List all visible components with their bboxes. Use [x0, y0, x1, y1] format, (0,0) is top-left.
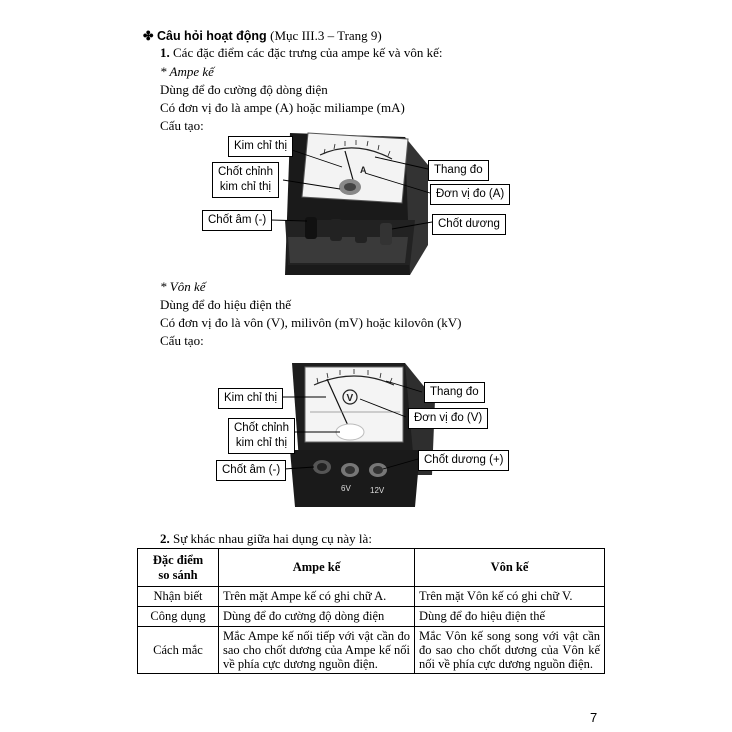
table-header-row: [138, 549, 605, 587]
voltmeter-callout-adjuster-line1: Chốt chỉnh: [234, 422, 289, 434]
header-ammeter: Ampe kế: [219, 549, 415, 587]
row-voltmeter-cell: Dùng để đo hiệu điện thế: [415, 607, 605, 627]
heading-reference: (Mục III.3 – Trang 9): [270, 28, 382, 43]
voltmeter-callout-adjuster-line2: kim chỉ thị: [235, 437, 288, 449]
question-2-number: 2.: [160, 531, 170, 546]
header-feature-line2: so sánh: [158, 567, 198, 582]
ammeter-callout-needle: Kim chỉ thị: [228, 136, 293, 157]
heading-bold: Câu hỏi hoạt động: [156, 29, 267, 43]
ammeter-callout-negative: Chốt âm (-): [202, 210, 272, 231]
question-1-number: 1.: [160, 45, 170, 60]
ammeter-line-2: Có đơn vị đo là ampe (A) hoặc miliampe (mA): [160, 100, 405, 115]
header-voltmeter: Vôn kế: [415, 549, 605, 587]
ammeter-callout-adjuster: [212, 162, 279, 198]
ammeter-line-1: Dùng để đo cường độ dòng điện: [160, 82, 328, 97]
section-heading: [143, 28, 382, 44]
voltmeter-structure-label: Cấu tạo:: [160, 333, 204, 348]
question-1-text: Các đặc điểm các đặc trưng của ampe kế và vôn kế:: [173, 45, 443, 60]
voltmeter-callout-unit: Đơn vị đo (V): [408, 408, 488, 429]
ammeter-callout-scale: Thang đo: [428, 160, 489, 181]
header-feature: [138, 549, 219, 587]
comparison-table: [137, 548, 605, 674]
row-ammeter-cell: Trên mặt Ampe kế có ghi chữ A.: [219, 587, 415, 607]
table-row: [138, 627, 605, 674]
table-row: [138, 587, 605, 607]
voltmeter-line-2: Có đơn vị đo là vôn (V), milivôn (mV) hoặc kilovôn (kV): [160, 315, 462, 330]
question-1: [160, 45, 442, 61]
voltmeter-line-1: Dùng để đo hiệu điện thế: [160, 297, 292, 312]
voltmeter-terminal-12v: 12V: [370, 486, 385, 495]
row-feature: Cách mắc: [138, 627, 219, 674]
ammeter-callout-adjuster-line1: Chốt chỉnh: [218, 166, 273, 178]
row-voltmeter-cell: Trên mặt Vôn kế có ghi chữ V.: [415, 587, 605, 607]
question-2: [160, 531, 372, 547]
voltmeter-callout-adjuster: [228, 418, 295, 454]
ammeter-title: * Ampe kế: [160, 64, 214, 79]
question-2-text: Sự khác nhau giữa hai dụng cụ này là:: [173, 531, 372, 546]
row-feature: Nhận biết: [138, 587, 219, 607]
ammeter-structure-label: Cấu tạo:: [160, 118, 204, 133]
voltmeter-callout-positive: Chốt dương (+): [418, 450, 509, 471]
heading-bullet-icon: ✤: [143, 29, 154, 43]
table-row: [138, 607, 605, 627]
ammeter-callout-unit: Đơn vị đo (A): [430, 184, 510, 205]
ammeter-callout-positive: Chốt dương: [432, 214, 506, 235]
voltmeter-terminal-6v: 6V: [341, 484, 351, 493]
voltmeter-title: * Vôn kế: [160, 279, 206, 294]
row-voltmeter-cell: Mắc Vôn kế song song với vật cần đo sao cho chốt dương của Vôn kế nối về phía cực dương nguồn điện.: [415, 627, 605, 674]
header-feature-line1: Đặc điểm: [152, 552, 204, 567]
page-number: 7: [590, 710, 598, 725]
row-ammeter-cell: Mắc Ampe kế nối tiếp với vật cần đo sao cho chốt dương của Ampe kế nối về phía cực dương nguồn điện.: [219, 627, 415, 674]
svg-text:A: A: [360, 165, 367, 175]
voltmeter-callout-negative: Chốt âm (-): [216, 460, 286, 481]
voltmeter-callout-needle: Kim chỉ thị: [218, 388, 283, 409]
ammeter-callout-adjuster-line2: kim chỉ thị: [219, 181, 272, 193]
svg-text:V: V: [346, 393, 354, 404]
voltmeter-callout-scale: Thang đo: [424, 382, 485, 403]
row-ammeter-cell: Dùng để đo cường độ dòng điện: [219, 607, 415, 627]
row-feature: Công dụng: [138, 607, 219, 627]
